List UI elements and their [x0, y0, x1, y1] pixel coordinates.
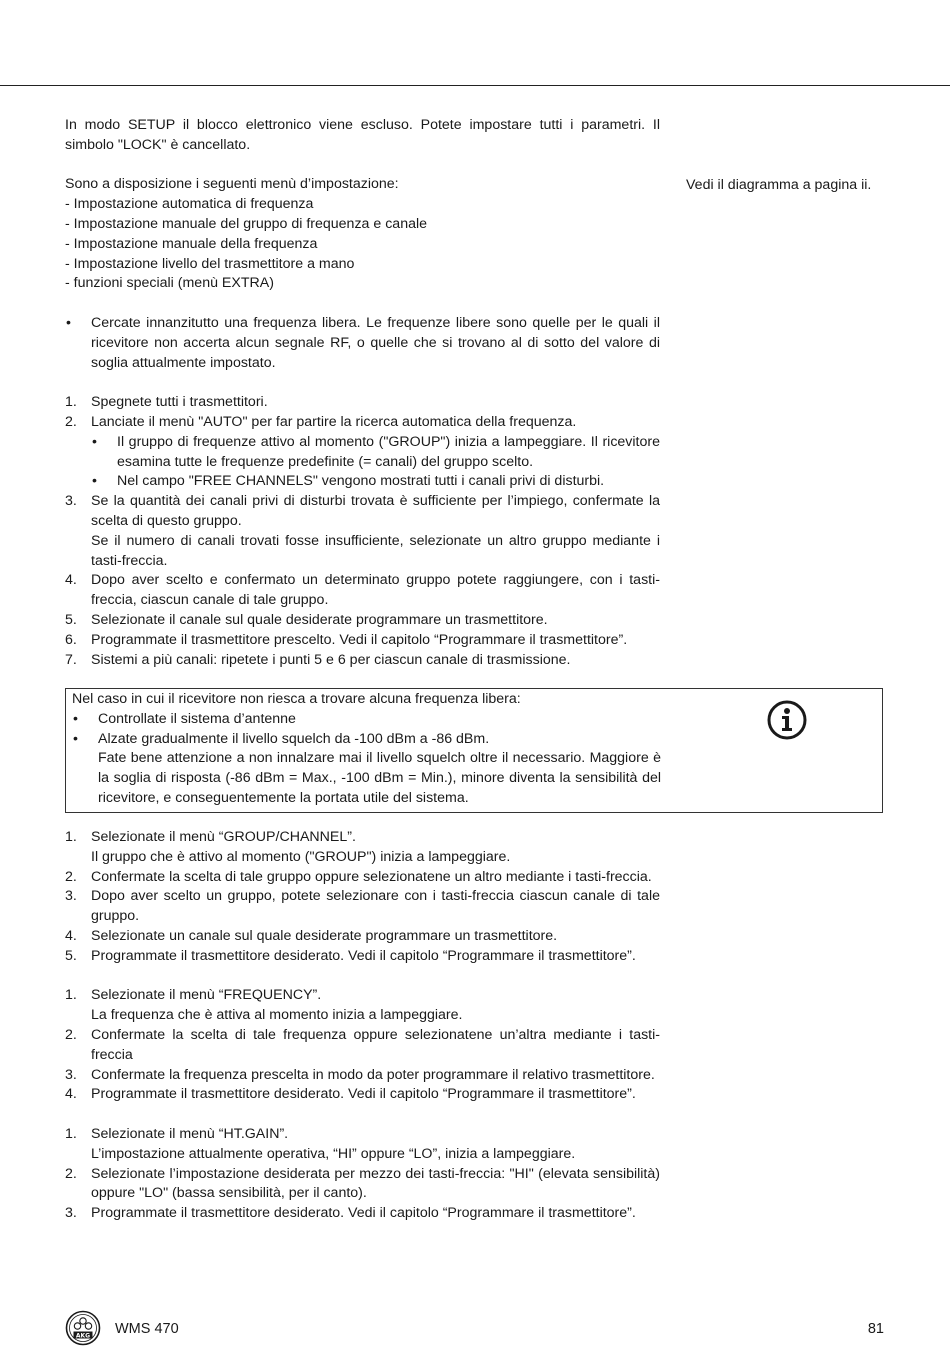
ht-gain-steps	[65, 1125, 660, 1224]
setup-paragraph: In modo SETUP il blocco elettronico viene escluso. Potete impostare tutti i parametri. Il simbolo "LOCK" è cancellato.	[65, 117, 660, 153]
info-box-text	[72, 690, 661, 809]
info-icon	[767, 700, 807, 740]
group-channel-step: 5. Programmate il trasmettitore desiderato. Vedi il capitolo “Programmare il trasmettitore”.	[65, 947, 636, 964]
frequency-step: 3. Confermate la frequenza prescelta in modo da poter programmare il relativo trasmettitore.	[65, 1066, 655, 1083]
auto-steps	[65, 393, 660, 670]
frequency-step: 2. Confermate la scelta di tale frequenza oppure selezionatene un’altra mediante i tasti-freccia	[65, 1026, 660, 1063]
group-channel-steps	[65, 828, 660, 967]
auto-step: 7. Sistemi a più canali: ripetete i punti 5 e 6 per ciascun canale di trasmissione.	[65, 651, 571, 668]
manual-sections	[65, 828, 660, 1224]
header-rule	[0, 85, 950, 86]
menu-list	[65, 195, 660, 294]
frequency-step: 1. Selezionate il menù “FREQUENCY”. La frequenza che è attiva al momento inizia a lampeggiare.	[65, 987, 463, 1024]
group-channel-step: 3. Dopo aver scelto un gruppo, potete selezionare con i tasti-freccia ciascun canale di tale gruppo.	[65, 888, 660, 925]
menu-list-item: - Impostazione manuale della frequenza	[65, 235, 318, 252]
menu-list-item: - Impostazione automatica di frequenza	[65, 196, 314, 213]
info-bullet: • Alzate gradualmente il livello squelch da -100 dBm a -86 dBm.	[72, 730, 661, 750]
akg-logo-icon	[65, 1310, 101, 1346]
frequency-step: 4. Programmate il trasmettitore desiderato. Vedi il capitolo “Programmare il trasmettitore”.	[65, 1086, 636, 1103]
group-channel-step: 4. Selezionate un canale sul quale desiderate programmare un trasmettitore.	[65, 927, 558, 944]
info-bullet: • Controllate il sistema d’antenne	[72, 710, 661, 730]
svg-text:AKG: AKG	[75, 1332, 91, 1340]
menus-intro: Sono a disposizione i seguenti menù d’impostazione:	[65, 176, 399, 193]
auto-step: 5. Selezionate il canale sul quale desiderate programmare un trasmettitore.	[65, 611, 548, 628]
info-intro: Nel caso in cui il ricevitore non riesca a trovare alcuna frequenza libera:	[72, 691, 521, 707]
footer-model: WMS 470	[115, 1321, 179, 1337]
info-continuation: Fate bene attenzione a non innalzare mai il livello squelch oltre il necessario. Maggiore è la soglia di risposta (-86 dBm = Max., -100 dBm = Min.), minore diventa la sensibilità del ricevitore, e conseguentemente la portata utile del sistema.	[98, 750, 661, 806]
auto-substep: • Il gruppo di frequenze attivo al momento ("GROUP") inizia a lampeggiare. Il ricevitore esamina tutte le frequenze predefinite (= canali) del gruppo scelto.	[65, 433, 660, 473]
auto-step: 1. Spegnete tutti i trasmettitori.	[65, 394, 268, 411]
group-channel-step: 1. Selezionate il menù “GROUP/CHANNEL”. Il gruppo che è attivo al momento ("GROUP") inizia a lampeggiare.	[65, 829, 511, 865]
auto-step: 4. Dopo aver scelto e confermato un determinato gruppo potete raggiungere, con i tasti-freccia, ciascun canale di tale gruppo.	[65, 572, 660, 609]
page-number: 81	[867, 1321, 884, 1337]
auto-step: 2. Lanciate il menù "AUTO" per far partire la ricerca automatica della frequenza.	[65, 413, 577, 430]
menu-list-item: - Impostazione livello del trasmettitore a mano	[65, 255, 355, 272]
free-frequency-note: • Cercate innanzitutto una frequenza libera. Le frequenze libere sono quelle per le quali il ricevitore non accerta alcun segnale RF, o quelle che si trovano al di sotto del valore di soglia attualmente impostato.	[65, 314, 660, 373]
group-channel-step: 2. Confermate la scelta di tale gruppo oppure selezionatene un altro mediante i tasti-freccia.	[65, 868, 652, 885]
side-note: Vedi il diagramma a pagina ii.	[686, 177, 872, 193]
auto-substep: • Nel campo "FREE CHANNELS" vengono mostrati tutti i canali privi di disturbi.	[65, 472, 660, 492]
info-box	[65, 688, 883, 813]
main-content	[65, 116, 660, 670]
auto-step: 6. Programmate il trasmettitore prescelto. Vedi il capitolo “Programmare il trasmettitore”.	[65, 631, 628, 648]
auto-step: 3. Se la quantità dei canali privi di disturbi trovata è sufficiente per l’impiego, confermate la scelta di questo gruppo. Se il numero di canali trovati fosse insufficiente, selezionate un altro gruppo mediante i tasti-freccia.	[65, 493, 660, 569]
ht-gain-step: 2. Selezionate l’impostazione desiderata per mezzo dei tasti-freccia: "HI" (elevata sensibilità) oppure "LO" (bassa sensibilità, per il canto).	[65, 1165, 660, 1202]
menu-list-item: - funzioni speciali (menù EXTRA)	[65, 275, 274, 292]
ht-gain-step: 1. Selezionate il menù “HT.GAIN”. L’impostazione attualmente operativa, “HI” oppure “LO”, inizia a lampeggiare.	[65, 1125, 576, 1162]
frequency-steps	[65, 986, 660, 1105]
ht-gain-step: 3. Programmate il trasmettitore desiderato. Vedi il capitolo “Programmare il trasmettitore”.	[65, 1205, 636, 1222]
menu-list-item: - Impostazione manuale del gruppo di frequenza e canale	[65, 215, 428, 232]
